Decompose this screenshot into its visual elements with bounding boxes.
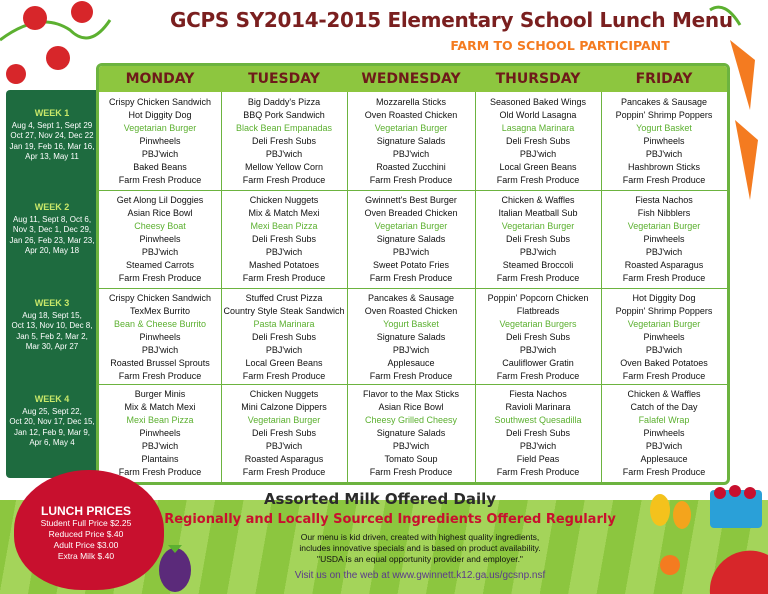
footer-text — [250, 532, 590, 565]
menu-item: Roasted Asparagus — [244, 454, 324, 464]
week-block — [6, 298, 98, 353]
menu-cell — [347, 194, 475, 285]
menu-item: Ravioli Marinara — [505, 402, 571, 412]
vegetarian-item: Vegetarian Burger — [374, 221, 448, 231]
menu-item: Farm Fresh Produce — [369, 273, 453, 283]
page-title: GCPS SY2014-2015 Elementary School Lunch Menu — [170, 8, 733, 32]
menu-cell — [475, 388, 601, 479]
day-header-tuesday: TUESDAY — [221, 66, 347, 92]
vegetarian-item: Black Bean Empanadas — [235, 123, 333, 133]
menu-item: Mix & Match Mexi — [248, 208, 320, 218]
menu-item: Signature Salads — [376, 234, 446, 244]
week-dates: Nov 3, Dec 1, Dec 29, — [12, 225, 92, 234]
week-dates: Jan 26, Feb 23, Mar 23, — [9, 235, 95, 245]
menu-item: PBJ'wich — [519, 149, 557, 159]
menu-item: BBQ Pork Sandwich — [243, 110, 325, 120]
menu-item: Crispy Chicken Sandwich — [108, 97, 212, 107]
day-header-wednesday: WEDNESDAY — [347, 66, 475, 92]
milk-notice: Assorted Milk Offered Daily — [263, 490, 497, 508]
menu-item: PBJ'wich — [645, 149, 683, 159]
menu-item: PBJ'wich — [141, 345, 179, 355]
vegetarian-item: Vegetarian Burger — [123, 123, 197, 133]
menu-item: Baked Beans — [133, 162, 187, 172]
row-divider — [99, 190, 727, 191]
vegetarian-item: Vegetarian Burger — [247, 415, 321, 425]
menu-cell — [347, 388, 475, 479]
menu-item: PBJ'wich — [519, 441, 557, 451]
menu-item: Farm Fresh Produce — [496, 467, 580, 477]
menu-item: PBJ'wich — [265, 441, 303, 451]
menu-item: PBJ'wich — [141, 149, 179, 159]
menu-cell — [99, 292, 221, 383]
eggplant-icon — [150, 535, 200, 594]
menu-item: Stuffed Crust Pizza — [245, 293, 323, 303]
menu-item: Pinwheels — [139, 136, 181, 146]
week-dates: Aug 25, Sept 22, — [22, 406, 82, 416]
week-dates: Apr 13, May 11 — [25, 152, 79, 161]
vegetarian-item: Cheesy Boat — [134, 221, 186, 231]
vegetarian-item: Falafel Wrap — [638, 415, 690, 425]
menu-item: Pinwheels — [139, 332, 181, 342]
day-header-friday: FRIDAY — [601, 66, 727, 92]
menu-item: Mozzarella Sticks — [375, 97, 447, 107]
menu-item: Chicken Nuggets — [249, 389, 319, 399]
menu-cell — [601, 292, 727, 383]
menu-item: Deli Fresh Subs — [251, 136, 317, 146]
menu-cell — [99, 388, 221, 479]
menu-item: Farm Fresh Produce — [118, 467, 202, 477]
menu-item: Oven Roasted Chicken — [364, 306, 458, 316]
menu-item: Seasoned Baked Wings — [489, 97, 587, 107]
menu-item: Get Along Lil Doggies — [116, 195, 204, 205]
week-label: WEEK 1 — [34, 108, 70, 118]
menu-item: Signature Salads — [376, 332, 446, 342]
menu-cell — [221, 194, 347, 285]
menu-item: Fiesta Nachos — [509, 389, 567, 399]
menu-item: Farm Fresh Produce — [242, 467, 326, 477]
menu-item: Flatbreads — [516, 306, 560, 316]
menu-item: Applesauce — [640, 454, 688, 464]
week-label: WEEK 4 — [34, 394, 70, 404]
day-header-monday: MONDAY — [99, 66, 221, 92]
week-label: WEEK 2 — [34, 202, 70, 212]
menu-item: Flavor to the Max Sticks — [362, 389, 460, 399]
menu-item: Signature Salads — [376, 428, 446, 438]
menu-item: Farm Fresh Produce — [622, 371, 706, 381]
menu-item: Pinwheels — [643, 428, 685, 438]
menu-item: Farm Fresh Produce — [369, 175, 453, 185]
website-link[interactable]: Visit us on the web at www.gwinnett.k12.ga.us/gcsnp.nsf — [294, 570, 546, 581]
menu-cell — [347, 96, 475, 187]
menu-item: Mellow Yellow Corn — [244, 162, 324, 172]
menu-item: Crispy Chicken Sandwich — [108, 293, 212, 303]
menu-item: Oven Roasted Chicken — [364, 110, 458, 120]
menu-item: Farm Fresh Produce — [496, 371, 580, 381]
menu-item: PBJ'wich — [141, 441, 179, 451]
menu-item: Hashbrown Sticks — [627, 162, 701, 172]
menu-item: Roasted Brussel Sprouts — [110, 358, 210, 368]
menu-item: Pancakes & Sausage — [367, 293, 455, 303]
menu-item: Italian Meatball Sub — [498, 208, 578, 218]
vegetarian-item: Mexi Bean Pizza — [250, 221, 318, 231]
menu-item: Deli Fresh Subs — [505, 136, 571, 146]
footer-line: Our menu is kid driven, created with highest quality ingredients, — [300, 532, 540, 542]
week-label: WEEK 3 — [34, 298, 70, 308]
vegetarian-item: Bean & Cheese Burrito — [113, 319, 207, 329]
menu-cell — [475, 292, 601, 383]
menu-cell — [475, 194, 601, 285]
menu-item: Poppin' Popcorn Chicken — [487, 293, 589, 303]
week-block — [6, 394, 98, 449]
menu-item: Steamed Broccoli — [502, 260, 574, 270]
week-dates: Apr 20, May 18 — [24, 246, 80, 255]
day-header-thursday: THURSDAY — [475, 66, 601, 92]
menu-item: Pancakes & Sausage — [620, 97, 708, 107]
price-line: Reduced Price $.40 — [48, 529, 124, 539]
week-dates: Aug 11, Sept 8, Oct 6, — [12, 214, 92, 224]
menu-item: Chicken & Waffles — [501, 195, 575, 205]
week-dates: Jan 12, Feb 9, Mar 9, — [13, 427, 91, 437]
menu-item: Deli Fresh Subs — [251, 428, 317, 438]
week-block — [6, 108, 98, 163]
menu-item: Chicken Nuggets — [249, 195, 319, 205]
menu-item: Deli Fresh Subs — [505, 428, 571, 438]
footer-line: "USDA is an equal opportunity provider and employer." — [317, 554, 523, 564]
week-dates: Oct 13, Nov 10, Dec 8, — [11, 321, 93, 330]
menu-cell — [475, 96, 601, 187]
page-subtitle: FARM TO SCHOOL PARTICIPANT — [450, 38, 670, 53]
price-line: Student Full Price $2.25 — [40, 518, 132, 528]
week-dates: Mar 30, Apr 27 — [25, 342, 79, 351]
vegetarian-item: Vegetarian Burger — [627, 319, 701, 329]
menu-cell — [601, 96, 727, 187]
menu-item: Deli Fresh Subs — [505, 234, 571, 244]
week-dates: Oct 27, Nov 24, Dec 22 — [10, 131, 94, 140]
vegetarian-item: Pasta Marinara — [253, 319, 315, 329]
menu-item: PBJ'wich — [141, 247, 179, 257]
menu-item: Poppin' Shrimp Poppers — [615, 110, 713, 120]
menu-item: Asian Rice Bowl — [378, 402, 444, 412]
week-dates: Jan 19, Feb 16, Mar 16, — [9, 141, 95, 151]
menu-item: PBJ'wich — [265, 149, 303, 159]
week-dates: Apr 6, May 4 — [29, 438, 75, 447]
week-dates: Oct 20, Nov 17, Dec 15, — [9, 417, 95, 426]
menu-item: Farm Fresh Produce — [622, 467, 706, 477]
menu-item: Roasted Zucchini — [376, 162, 446, 172]
menu-item: Farm Fresh Produce — [496, 175, 580, 185]
menu-item: Signature Salads — [376, 136, 446, 146]
menu-item: PBJ'wich — [392, 441, 430, 451]
menu-item: Local Green Beans — [245, 358, 323, 368]
vegetarian-item: Mexi Bean Pizza — [126, 415, 194, 425]
menu-item: Fiesta Nachos — [635, 195, 693, 205]
menu-grid — [96, 63, 730, 485]
menu-item: Catch of the Day — [630, 402, 698, 412]
menu-item: PBJ'wich — [265, 247, 303, 257]
vegetarian-item: Vegetarian Burger — [501, 221, 575, 231]
menu-item: Farm Fresh Produce — [118, 273, 202, 283]
menu-item: Poppin' Shrimp Poppers — [615, 306, 713, 316]
menu-item: Fish Nibblers — [637, 208, 691, 218]
menu-item: Farm Fresh Produce — [496, 273, 580, 283]
menu-item: Sweet Potato Fries — [372, 260, 450, 270]
menu-item: PBJ'wich — [645, 345, 683, 355]
menu-cell — [221, 96, 347, 187]
menu-item: Farm Fresh Produce — [369, 371, 453, 381]
menu-item: Farm Fresh Produce — [369, 467, 453, 477]
vegetarian-item: Vegetarian Burger — [374, 123, 448, 133]
menu-item: Mashed Potatoes — [248, 260, 320, 270]
menu-item: PBJ'wich — [392, 345, 430, 355]
menu-item: Asian Rice Bowl — [127, 208, 193, 218]
menu-cell — [99, 194, 221, 285]
menu-item: Cauliflower Gratin — [502, 358, 574, 368]
week-dates: Aug 18, Sept 15, — [22, 310, 82, 320]
vegetarian-item: Southwest Quesadilla — [494, 415, 582, 425]
menu-item: PBJ'wich — [645, 247, 683, 257]
week-block — [6, 202, 98, 257]
menu-item: Farm Fresh Produce — [118, 371, 202, 381]
vegetarian-item: Yogurt Basket — [636, 123, 692, 133]
produce-basket-icon — [640, 485, 768, 594]
menu-item: Plantains — [141, 454, 179, 464]
menu-item: Farm Fresh Produce — [242, 273, 326, 283]
menu-item: Applesauce — [387, 358, 435, 368]
price-line: Adult Price $3.00 — [53, 540, 119, 550]
menu-cell — [601, 388, 727, 479]
vegetarian-item: Yogurt Basket — [383, 319, 439, 329]
vegetarian-item: Lasagna Marinara — [501, 123, 575, 133]
menu-item: Pinwheels — [139, 234, 181, 244]
menu-item: Mini Calzone Dippers — [241, 402, 327, 412]
menu-item: Deli Fresh Subs — [251, 332, 317, 342]
menu-item: Pinwheels — [643, 234, 685, 244]
menu-item: PBJ'wich — [519, 345, 557, 355]
menu-item: Country Style Steak Sandwich — [223, 306, 345, 316]
menu-item: PBJ'wich — [392, 149, 430, 159]
menu-cell — [601, 194, 727, 285]
menu-item: Mix & Match Mexi — [124, 402, 196, 412]
menu-item: Hot Diggity Dog — [632, 293, 696, 303]
menu-item: Big Daddy's Pizza — [247, 97, 321, 107]
menu-item: PBJ'wich — [265, 345, 303, 355]
footer-line: includes innovative specials and is based on product availability. — [299, 543, 541, 553]
menu-item: Farm Fresh Produce — [242, 371, 326, 381]
menu-item: Deli Fresh Subs — [251, 234, 317, 244]
vegetarian-item: Vegetarian Burger — [627, 221, 701, 231]
menu-item: Tomato Soup — [384, 454, 438, 464]
menu-item: Hot Diggity Dog — [128, 110, 192, 120]
menu-item: Farm Fresh Produce — [622, 175, 706, 185]
menu-item: Farm Fresh Produce — [242, 175, 326, 185]
menu-item: PBJ'wich — [392, 247, 430, 257]
menu-item: PBJ'wich — [519, 247, 557, 257]
menu-item: Farm Fresh Produce — [622, 273, 706, 283]
week-dates: Jan 5, Feb 2, Mar 2, — [16, 331, 88, 341]
lunch-prices — [30, 504, 142, 562]
prices-title: LUNCH PRICES — [40, 504, 131, 518]
price-line: Extra Milk $.40 — [57, 551, 115, 561]
menu-item: Pinwheels — [139, 428, 181, 438]
menu-item: Field Peas — [516, 454, 560, 464]
menu-item: Farm Fresh Produce — [118, 175, 202, 185]
menu-item: Oven Breaded Chicken — [364, 208, 458, 218]
menu-cell — [221, 292, 347, 383]
menu-item: Steamed Carrots — [125, 260, 195, 270]
menu-item: Gwinnett's Best Burger — [365, 195, 457, 205]
menu-item: PBJ'wich — [645, 441, 683, 451]
menu-cell — [347, 292, 475, 383]
row-divider — [99, 384, 727, 385]
menu-item: TexMex Burrito — [129, 306, 191, 316]
menu-item: Chicken & Waffles — [627, 389, 701, 399]
menu-item: Oven Baked Potatoes — [620, 358, 708, 368]
menu-cell — [221, 388, 347, 479]
vegetarian-item: Cheesy Grilled Cheesy — [364, 415, 458, 425]
regional-notice: Regionally and Locally Sourced Ingredients Offered Regularly — [164, 512, 616, 527]
menu-item: Old World Lasagna — [499, 110, 577, 120]
menu-item: Pinwheels — [643, 332, 685, 342]
week-dates: Aug 4, Sept 1, Sept 29 — [11, 120, 93, 130]
menu-item: Burger Minis — [134, 389, 186, 399]
menu-item: Roasted Asparagus — [624, 260, 704, 270]
menu-item: Pinwheels — [643, 136, 685, 146]
menu-item: Deli Fresh Subs — [505, 332, 571, 342]
row-divider — [99, 288, 727, 289]
menu-item: Local Green Beans — [499, 162, 577, 172]
vegetarian-item: Vegetarian Burgers — [499, 319, 577, 329]
menu-cell — [99, 96, 221, 187]
